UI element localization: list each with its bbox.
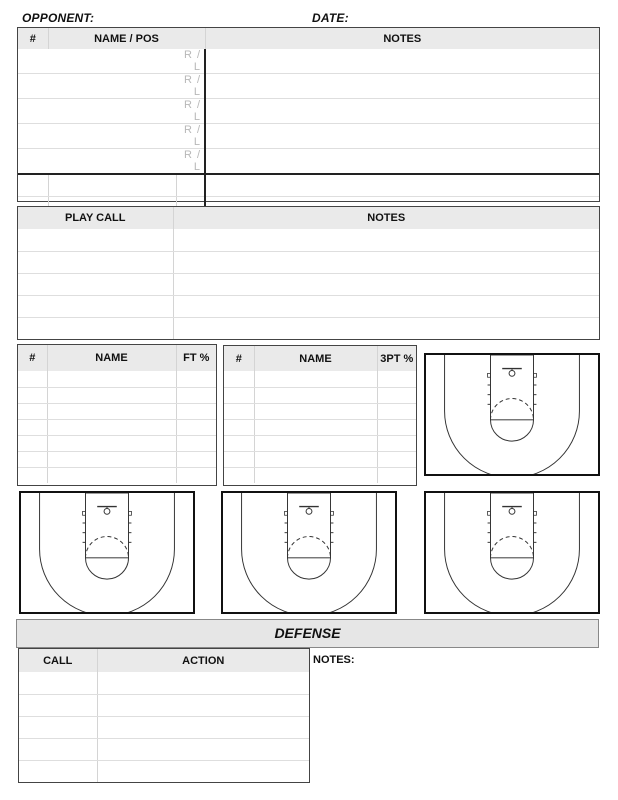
half-court-diagram[interactable] [19, 491, 195, 614]
3pt-number-cell[interactable] [224, 451, 254, 467]
3pt-percent-cell[interactable] [377, 467, 416, 483]
3pt-number-cell[interactable] [224, 467, 254, 483]
ft-percent-cell[interactable] [176, 419, 216, 435]
ft-percent-cell[interactable] [176, 467, 216, 483]
roster-number-cell[interactable] [18, 124, 48, 149]
court-lines-icon [223, 493, 395, 612]
defense-call-cell[interactable] [19, 760, 97, 782]
3pt-row [224, 451, 416, 467]
defense-call-cell[interactable] [19, 694, 97, 716]
half-court-diagram[interactable] [221, 491, 397, 614]
court-lines-icon [426, 493, 598, 612]
roster-notes-cell[interactable] [205, 74, 599, 99]
play-row [18, 251, 599, 273]
roster-number-cell[interactable] [18, 149, 48, 175]
3pt-percent-cell[interactable] [377, 435, 416, 451]
play-notes-cell[interactable] [173, 251, 599, 273]
3pt-percent-cell[interactable] [377, 387, 416, 403]
play-notes-header: NOTES [173, 207, 599, 229]
play-call-cell[interactable] [18, 317, 173, 339]
roster-number-cell[interactable] [18, 49, 48, 74]
ft-percent-cell[interactable] [176, 435, 216, 451]
ft-header-name: NAME [47, 345, 176, 371]
roster-extra-row [18, 174, 599, 196]
play-notes-cell[interactable] [173, 295, 599, 317]
roster-number-cell[interactable] [18, 74, 48, 99]
defense-row [19, 672, 309, 694]
defense-call-cell[interactable] [19, 672, 97, 694]
play-call-cell[interactable] [18, 273, 173, 295]
ft-name-cell[interactable] [47, 435, 176, 451]
play-row [18, 317, 599, 339]
roster-hand-cell[interactable] [176, 174, 205, 196]
3pt-row [224, 467, 416, 483]
court-lines-icon [21, 493, 193, 612]
roster-name-cell[interactable] [48, 74, 176, 99]
defense-row [19, 760, 309, 782]
defense-call-header: CALL [19, 649, 97, 672]
half-court-diagram[interactable] [424, 353, 600, 476]
play-row [18, 295, 599, 317]
defense-row [19, 716, 309, 738]
play-call-cell[interactable] [18, 229, 173, 251]
defense-action-cell[interactable] [97, 738, 309, 760]
3pt-header-percent: 3PT % [377, 346, 416, 371]
roster-header-name-pos: NAME / POS [48, 28, 205, 49]
defense-call-cell[interactable] [19, 738, 97, 760]
3pt-name-cell[interactable] [254, 435, 377, 451]
3pt-name-cell[interactable] [254, 419, 377, 435]
play-row [18, 273, 599, 295]
defense-table [19, 649, 309, 782]
3pt-number-cell[interactable] [224, 435, 254, 451]
roster-row [18, 74, 599, 99]
ft-number-cell[interactable] [18, 387, 47, 403]
ft-header-percent: FT % [176, 345, 216, 371]
ft-row [18, 451, 216, 467]
roster-row [18, 49, 599, 74]
defense-action-header: ACTION [97, 649, 309, 672]
roster-number-cell[interactable] [18, 174, 48, 196]
3pt-name-cell[interactable] [254, 403, 377, 419]
ft-percent-cell[interactable] [176, 387, 216, 403]
ft-number-cell[interactable] [18, 451, 47, 467]
defense-action-cell[interactable] [97, 716, 309, 738]
roster-row [18, 149, 599, 175]
ft-row [18, 467, 216, 483]
roster-hand-marker[interactable]: R / L [176, 124, 205, 149]
ft-row [18, 403, 216, 419]
roster-notes-cell[interactable] [205, 149, 599, 175]
roster-name-cell[interactable] [48, 174, 176, 196]
roster-notes-cell[interactable] [205, 49, 599, 74]
three-point-table [224, 346, 416, 483]
ft-name-cell[interactable] [47, 371, 176, 387]
3pt-percent-cell[interactable] [377, 451, 416, 467]
roster-row [18, 124, 599, 149]
ft-row [18, 387, 216, 403]
roster-table [18, 28, 599, 218]
3pt-row [224, 403, 416, 419]
3pt-number-cell[interactable] [224, 419, 254, 435]
roster-notes-cell[interactable] [205, 174, 599, 196]
free-throw-table [18, 345, 216, 483]
3pt-header-number: # [224, 346, 254, 371]
ft-number-cell[interactable] [18, 403, 47, 419]
3pt-percent-cell[interactable] [377, 403, 416, 419]
play-row [18, 229, 599, 251]
ft-name-cell[interactable] [47, 451, 176, 467]
ft-name-cell[interactable] [47, 467, 176, 483]
play-notes-cell[interactable] [173, 229, 599, 251]
ft-row [18, 435, 216, 451]
3pt-row [224, 419, 416, 435]
ft-name-cell[interactable] [47, 419, 176, 435]
ft-percent-cell[interactable] [176, 371, 216, 387]
ft-row [18, 371, 216, 387]
roster-hand-marker[interactable]: R / L [176, 99, 205, 124]
ft-number-cell[interactable] [18, 371, 47, 387]
ft-name-cell[interactable] [47, 403, 176, 419]
3pt-name-cell[interactable] [254, 451, 377, 467]
ft-header-number: # [18, 345, 47, 371]
ft-percent-cell[interactable] [176, 451, 216, 467]
defense-notes-label: NOTES: [313, 654, 355, 666]
defense-row [19, 694, 309, 716]
3pt-number-cell[interactable] [224, 387, 254, 403]
roster-row [18, 99, 599, 124]
play-call-cell[interactable] [18, 251, 173, 273]
3pt-percent-cell[interactable] [377, 371, 416, 387]
ft-number-cell[interactable] [18, 419, 47, 435]
3pt-name-cell[interactable] [254, 371, 377, 387]
ft-number-cell[interactable] [18, 435, 47, 451]
roster-name-cell[interactable] [48, 49, 176, 74]
play-notes-cell[interactable] [173, 317, 599, 339]
3pt-row [224, 387, 416, 403]
play-call-header: PLAY CALL [18, 207, 173, 229]
defense-title: DEFENSE [16, 619, 599, 648]
court-lines-icon [426, 355, 598, 474]
roster-header-notes: NOTES [205, 28, 599, 49]
defense-row [19, 738, 309, 760]
roster-name-cell[interactable] [48, 124, 176, 149]
roster-hand-marker[interactable]: R / L [176, 49, 205, 74]
3pt-name-cell[interactable] [254, 387, 377, 403]
defense-call-cell[interactable] [19, 716, 97, 738]
roster-number-cell[interactable] [18, 99, 48, 124]
roster-hand-marker[interactable]: R / L [176, 74, 205, 99]
roster-name-cell[interactable] [48, 99, 176, 124]
date-label: DATE: [312, 11, 349, 25]
3pt-name-cell[interactable] [254, 467, 377, 483]
defense-action-cell[interactable] [97, 760, 309, 782]
ft-percent-cell[interactable] [176, 403, 216, 419]
3pt-row [224, 371, 416, 387]
3pt-header-name: NAME [254, 346, 377, 371]
roster-hand-marker[interactable]: R / L [176, 149, 205, 175]
defense-action-cell[interactable] [97, 672, 309, 694]
opponent-label: OPPONENT: [22, 11, 95, 25]
half-court-diagram[interactable] [424, 491, 600, 614]
roster-notes-cell[interactable] [205, 124, 599, 149]
play-notes-cell[interactable] [173, 273, 599, 295]
ft-name-cell[interactable] [47, 387, 176, 403]
roster-notes-cell[interactable] [205, 99, 599, 124]
ft-row [18, 419, 216, 435]
ft-number-cell[interactable] [18, 467, 47, 483]
3pt-number-cell[interactable] [224, 403, 254, 419]
play-call-table [18, 207, 599, 339]
3pt-percent-cell[interactable] [377, 419, 416, 435]
3pt-number-cell[interactable] [224, 371, 254, 387]
roster-name-cell[interactable] [48, 149, 176, 175]
play-call-cell[interactable] [18, 295, 173, 317]
roster-header-number: # [18, 28, 48, 49]
defense-action-cell[interactable] [97, 694, 309, 716]
3pt-row [224, 435, 416, 451]
